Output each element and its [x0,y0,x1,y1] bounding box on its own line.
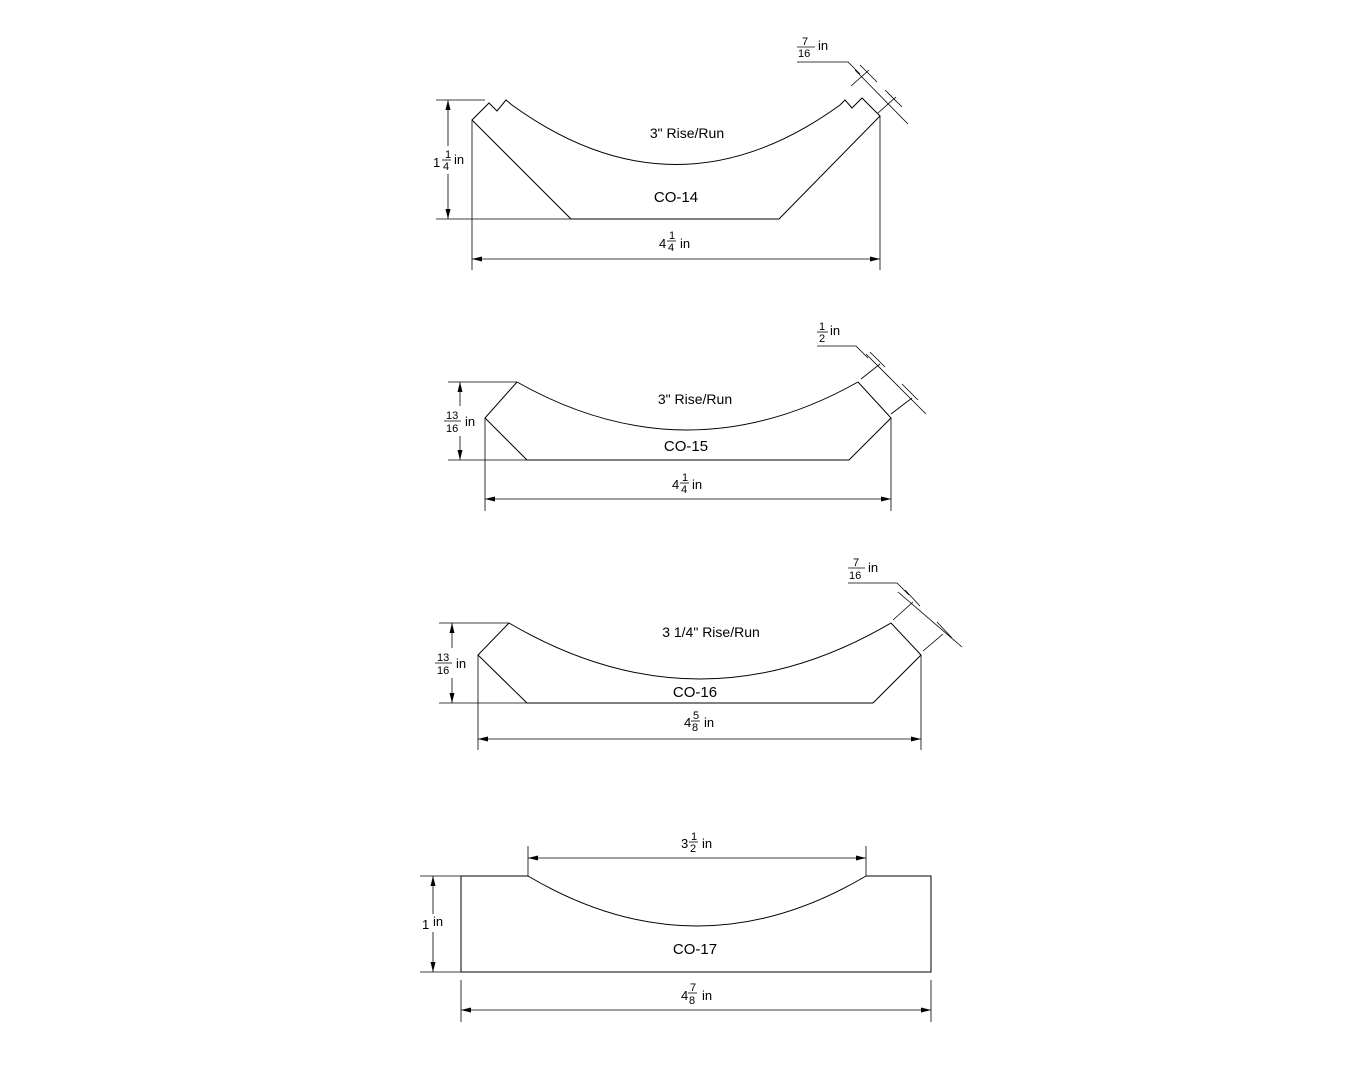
co-16-width-num: 5 [693,710,700,722]
co-16-thickness-unit: in [868,560,879,575]
co-16-rise-run-note: 3 1/4" Rise/Run [662,624,760,640]
co-16-thickness-extension-inner [923,634,943,651]
co-14-height-den: 4 [443,161,450,173]
co-16-height-den: 16 [437,665,450,677]
co-15-thickness-tick-outer [870,352,885,367]
co-14-thickness-tick-outer [860,65,877,82]
profile-co-17 [420,831,931,1022]
co-17-cove-den: 2 [690,843,697,855]
profile-co-16 [435,557,962,750]
co-15-width-num: 1 [682,472,689,484]
co-16-height-num: 13 [437,652,450,664]
co-15-width-arrow-left [485,497,495,502]
co-14-height-num: 1 [445,149,452,161]
co-14-height-arrow-top [446,100,451,110]
co-15-thickness-leader [817,346,868,358]
co-16-width-arrow-left [478,737,488,742]
co-14-thickness-den: 16 [798,48,811,60]
co-16-thickness-tick-outer [905,590,920,606]
co-15-width-unit: in [692,477,703,492]
co-16-height-unit: in [456,656,467,671]
co-17-height-whole: 1 [422,917,430,932]
co-14-thickness-num: 7 [802,36,809,48]
co-15-width-den: 4 [681,484,688,496]
profile-co-14 [433,36,908,270]
co-14-width-num: 1 [669,230,676,242]
co-16-thickness-dim-line [898,592,962,647]
co-16-thickness-extension-outer [893,602,913,620]
co-17-width-unit: in [702,988,713,1003]
co-14-thickness-unit: in [818,38,829,53]
co-14-thickness-extension-outer [851,70,869,86]
co-15-thickness-num: 1 [819,321,826,333]
co-15-profile-label: CO-15 [663,438,709,455]
co-14-profile-label: CO-14 [653,189,699,206]
co-16-profile-label: CO-16 [672,684,718,701]
co-14-height-arrow-bottom [446,209,451,219]
co-15-rise-run-note: 3" Rise/Run [657,391,733,407]
co-14-width-unit: in [680,236,691,251]
profile-co-15 [443,321,926,511]
co-14-rise-run-note: 3" Rise/Run [649,125,725,141]
co-14-height-whole: 1 [433,155,441,170]
co-14-thickness-extension-inner [878,97,896,113]
co-16-thickness-num: 7 [853,557,860,569]
co-16-width-arrow-right [911,737,921,742]
co-16-thickness-den: 16 [849,570,862,582]
co-15-thickness-dim-line [866,354,926,414]
co-16-width-unit: in [704,715,715,730]
co-16-width-den: 8 [692,722,699,734]
co-15-thickness-den: 2 [819,333,826,345]
co-17-width-num: 7 [690,982,697,994]
co-15-thickness-extension-outer [861,364,880,379]
co-14-width-den: 4 [668,242,675,254]
co-17-width-den: 8 [689,995,696,1007]
co-14-height-unit: in [454,152,465,167]
co-17-cove-arrow-left [528,856,538,861]
co-15-height-arrow-bottom [458,450,463,460]
co-16-height-arrow-top [450,623,455,633]
co-16-height-arrow-bottom [450,693,455,703]
co-17-cove-whole: 3 [681,836,689,851]
co-14-width-arrow-left [472,257,482,262]
co-14-thickness-dim-line [855,70,908,124]
co-14-width-arrow-right [870,257,880,262]
co-17-width-arrow-right [921,1008,931,1013]
co-17-profile-label: CO-17 [672,941,718,958]
co-14-thickness-leader [797,62,860,74]
co-14-width-whole: 4 [659,236,667,251]
co-17-cove-num: 1 [691,831,698,843]
co-16-width-whole: 4 [684,715,692,730]
co-15-width-arrow-right [881,497,891,502]
co-15-thickness-unit: in [830,323,841,338]
co-15-thickness-extension-inner [891,398,912,414]
co-15-height-arrow-top [458,382,463,392]
co-16-thickness-tick-inner [937,622,952,638]
co-17-cove-unit: in [702,836,713,851]
co-15-height-num: 13 [446,410,459,422]
co-15-width-whole: 4 [672,477,680,492]
co-15-height-den: 16 [446,423,459,435]
co-17-height-unit: in [433,914,444,929]
co-17-cove-arrow-right [856,856,866,861]
co-17-width-arrow-left [461,1008,471,1013]
co-17-height-arrow-top [431,876,436,886]
co-15-height-unit: in [465,414,476,429]
co-17-width-whole: 4 [681,988,689,1003]
co-17-height-arrow-bottom [431,962,436,972]
